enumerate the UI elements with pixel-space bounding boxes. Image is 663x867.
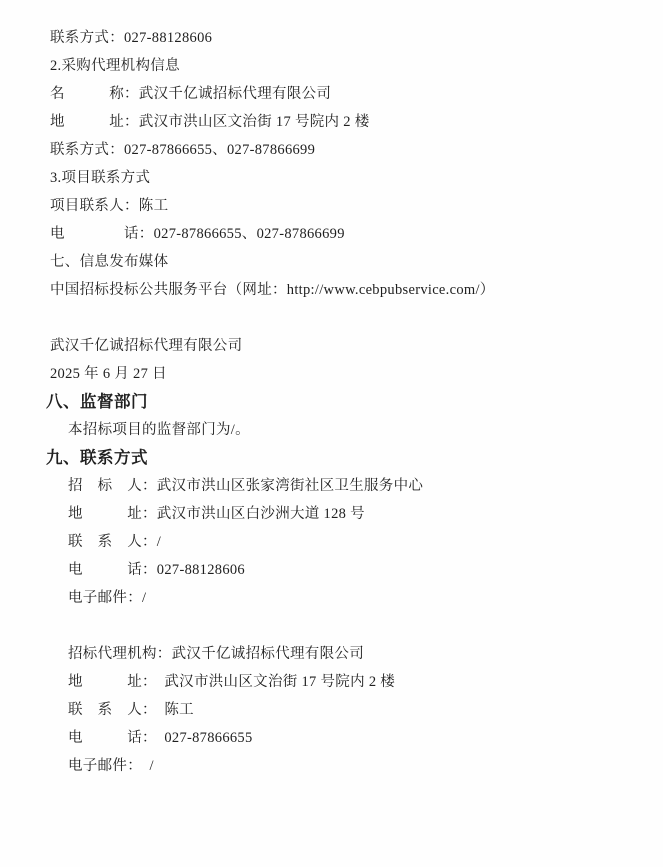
doc-line: 联系方式：027-88128606 [50, 30, 213, 46]
doc-line: 中国招标投标公共服务平台（网址：http://www.cebpubservice.com/） [50, 282, 495, 298]
doc-line: 地 址：武汉市洪山区白沙洲大道 128 号 [68, 506, 365, 522]
doc-line: 电子邮件： / [68, 758, 154, 774]
doc-line: 联 系 人：/ [68, 534, 162, 550]
doc-line: 名 称：武汉千亿诚招标代理有限公司 [50, 86, 332, 102]
doc-line: 武汉千亿诚招标代理有限公司 [50, 338, 243, 354]
doc-line: 联 系 人： 陈工 [68, 702, 194, 718]
doc-line: 七、信息发布媒体 [50, 254, 169, 270]
doc-line: 电子邮件：/ [68, 590, 147, 606]
doc-line: 2.采购代理机构信息 [50, 58, 180, 74]
doc-line: 3.项目联系方式 [50, 170, 151, 186]
doc-line: 地 址：武汉市洪山区文治街 17 号院内 2 楼 [50, 114, 370, 130]
doc-line: 电 话：027-88128606 [68, 562, 245, 578]
doc-line: 电 话：027-87866655、027-87866699 [50, 226, 345, 242]
doc-line: 招 标 人：武汉市洪山区张家湾街社区卫生服务中心 [68, 478, 424, 494]
section-heading: 九、联系方式 [46, 448, 148, 467]
doc-line: 项目联系人：陈工 [50, 198, 169, 214]
doc-line: 2025 年 6 月 27 日 [50, 366, 167, 382]
document-content [46, 24, 633, 780]
doc-line: 本招标项目的监督部门为/。 [68, 422, 250, 438]
doc-line: 电 话： 027-87866655 [68, 730, 253, 746]
doc-line: 联系方式：027-87866655、027-87866699 [50, 142, 316, 158]
section-heading: 八、监督部门 [46, 392, 148, 411]
doc-line: 招标代理机构：武汉千亿诚招标代理有限公司 [68, 646, 364, 662]
doc-line: 地 址： 武汉市洪山区文治街 17 号院内 2 楼 [68, 674, 396, 690]
